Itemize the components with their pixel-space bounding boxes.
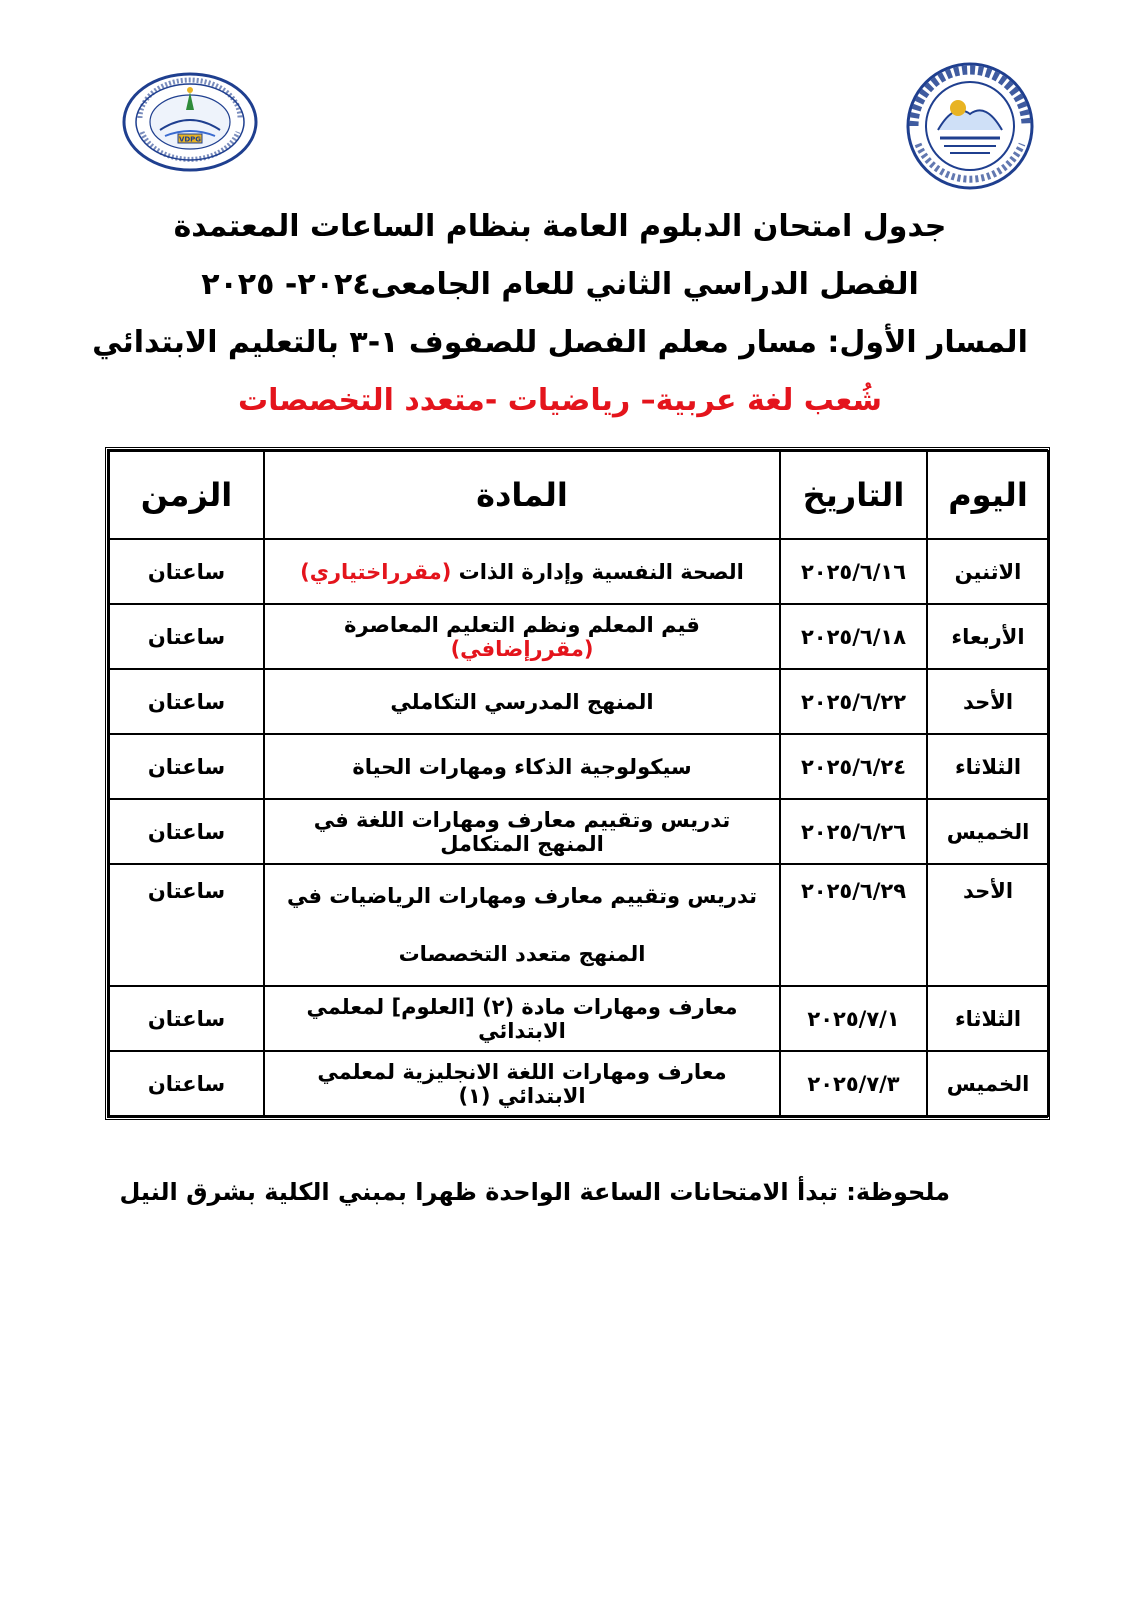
- row-date: ٢٠٢٥/٦/٢٦: [780, 799, 927, 864]
- row-subject: تدريس وتقييم معارف ومهارات اللغة في المنهج المتكامل: [264, 799, 780, 864]
- row-day: الخميس: [927, 799, 1049, 864]
- row-day: الأربعاء: [927, 604, 1049, 669]
- row-day: الأحد: [927, 864, 1049, 986]
- row-day: الثلاثاء: [927, 986, 1049, 1051]
- row-date: ٢٠٢٥/٦/١٦: [780, 539, 927, 604]
- row-duration: ساعتان: [109, 1051, 264, 1116]
- row-duration: ساعتان: [109, 604, 264, 669]
- row-subject: معارف ومهارات مادة (٢) [العلوم] لمعلمي الابتدائي: [264, 986, 780, 1051]
- table-row: [109, 986, 1049, 1051]
- row-duration: ساعتان: [109, 864, 264, 986]
- table-row: [109, 1051, 1049, 1116]
- row-date: ٢٠٢٥/٦/٢٤: [780, 734, 927, 799]
- row-subject: [264, 604, 780, 669]
- course-type-tag: (مقررإضافي): [450, 636, 594, 661]
- table-header-row: [109, 451, 1049, 539]
- row-day: الأحد: [927, 669, 1049, 734]
- table-row: [109, 799, 1049, 864]
- table-row: [109, 669, 1049, 734]
- faculty-of-education-logo: [120, 70, 260, 175]
- track-line: المسار الأول: مسار معلم الفصل للصفوف ١-٣ بالتعليم الابتدائي: [92, 325, 1028, 360]
- document-header: [60, 198, 1060, 430]
- row-day: الخميس: [927, 1051, 1049, 1116]
- row-duration: ساعتان: [109, 539, 264, 604]
- term-line: الفصل الدراسي الثاني للعام الجامعى٢٠٢٤- ٢٠٢٥: [201, 267, 919, 302]
- schedule-title: جدول امتحان الدبلوم العامة بنظام الساعات المعتمدة: [173, 209, 947, 244]
- header-subject: المادة: [264, 451, 780, 539]
- row-subject: [264, 539, 780, 604]
- svg-text:VDPG: VDPG: [178, 135, 202, 144]
- subject-name: قيم المعلم ونظم التعليم المعاصرة: [344, 612, 700, 637]
- row-day: الثلاثاء: [927, 734, 1049, 799]
- table-row: [109, 539, 1049, 604]
- row-subject: معارف ومهارات اللغة الانجليزية لمعلمي الابتدائي (١): [264, 1051, 780, 1116]
- course-type-tag: (مقرراختياري): [300, 559, 452, 584]
- subject-name: الصحة النفسية وإدارة الذات: [458, 559, 744, 584]
- divisions-line: شُعب لغة عربية– رياضيات -متعدد التخصصات: [238, 383, 882, 418]
- table-row: [109, 734, 1049, 799]
- row-date: ٢٠٢٥/٦/٢٢: [780, 669, 927, 734]
- exam-time-note: ملحوظة: تبدأ الامتحانات الساعة الواحدة ظهرا بمبني الكلية بشرق النيل: [119, 1178, 950, 1206]
- row-subject: المنهج المدرسي التكاملي: [264, 669, 780, 734]
- header-day: اليوم: [927, 451, 1049, 539]
- row-day: الاثنين: [927, 539, 1049, 604]
- table-row: [109, 604, 1049, 669]
- row-duration: ساعتان: [109, 734, 264, 799]
- row-date: ٢٠٢٥/٧/١: [780, 986, 927, 1051]
- header-duration: الزمن: [109, 451, 264, 539]
- beni-suef-university-logo: [900, 60, 1040, 195]
- table-row: [109, 864, 1049, 986]
- row-duration: ساعتان: [109, 799, 264, 864]
- header-date: التاريخ: [780, 451, 927, 539]
- exam-schedule-table: [105, 447, 1050, 1120]
- row-date: ٢٠٢٥/٧/٣: [780, 1051, 927, 1116]
- row-subject: سيكولوجية الذكاء ومهارات الحياة: [264, 734, 780, 799]
- row-date: ٢٠٢٥/٦/١٨: [780, 604, 927, 669]
- row-duration: ساعتان: [109, 669, 264, 734]
- row-subject: تدريس وتقييم معارف ومهارات الرياضيات في المنهج متعدد التخصصات: [264, 864, 780, 986]
- row-date: ٢٠٢٥/٦/٢٩: [780, 864, 927, 986]
- row-duration: ساعتان: [109, 986, 264, 1051]
